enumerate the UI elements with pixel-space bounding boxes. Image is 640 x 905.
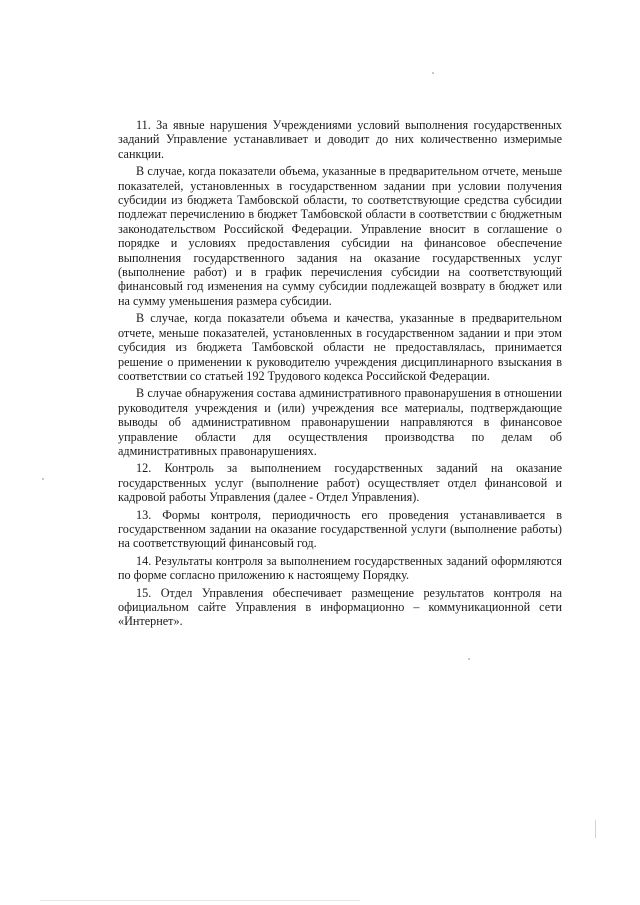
paragraph-12: 12. Контроль за выполнением государственных заданий на оказание государственных услуг (выполнение работ) осуществляет отдел финансовой и кадровой работы Управления (далее - Отдел Управления).: [118, 461, 562, 505]
paragraph-15: 15. Отдел Управления обеспечивает размещение результатов контроля на официальном сайте Управления в информационно – коммуникационной сети «Интернет».: [118, 585, 562, 629]
scan-speck: [432, 72, 434, 74]
paragraph-administrative-offense: В случае обнаружения состава административного правонарушения в отношении руководителя учреждения и (или) учреждения все материалы, подтверждающие выводы об административном правонарушении направляются в финансовое управление области для осуществления производства по делам об административных правонарушениях.: [118, 386, 562, 458]
paragraph-11: 11. За явные нарушения Учреждениями условий выполнения государственных заданий Управление устанавливает и доводит до них количественно измеримые санкции.: [118, 118, 562, 161]
scan-edge-line: [595, 820, 596, 838]
scan-speck: [468, 658, 470, 660]
document-body: [118, 118, 562, 632]
paragraph-volume-quality: В случае, когда показатели объема и качества, указанные в предварительном отчете, меньше показателей, установленных в государственном задании и при этом субсидия из бюджета Тамбовской области не предоставлялась, принимается решение о применении к руководителю учреждения дисциплинарного взыскания в соответствии со статьей 192 Трудового кодекса Российской Федерации.: [118, 311, 562, 383]
paragraph-14: 14. Результаты контроля за выполнением государственных заданий оформляются по форме согласно приложению к настоящему Порядку.: [118, 553, 562, 583]
scan-edge-line: [40, 900, 360, 901]
paragraph-subsidy-volume: В случае, когда показатели объема, указанные в предварительном отчете, меньше показателей, установленных в государственном задании при условии получения субсидии из бюджета Тамбовской области, то соответствующие средства субсидии подлежат перечислению в бюджет Тамбовской области в соответствии с бюджетным законодательством Российской Федерации. Управление вносит в соглашение о порядке и условиях предоставления субсидии на финансовое обеспечение выполнения государственного задания на оказание государственных услуг (выполнение работ) и в график перечисления субсидии на соответствующий финансовый год изменения на сумму субсидии подлежащей возврату в бюджет или на сумму уменьшения размера субсидии.: [118, 164, 562, 308]
scan-speck: [42, 478, 44, 480]
paragraph-13: 13. Формы контроля, периодичность его проведения устанавливается в государственном задании на оказание государственной услуги (выполнение работы) на соответствующий финансовый год.: [118, 507, 562, 551]
